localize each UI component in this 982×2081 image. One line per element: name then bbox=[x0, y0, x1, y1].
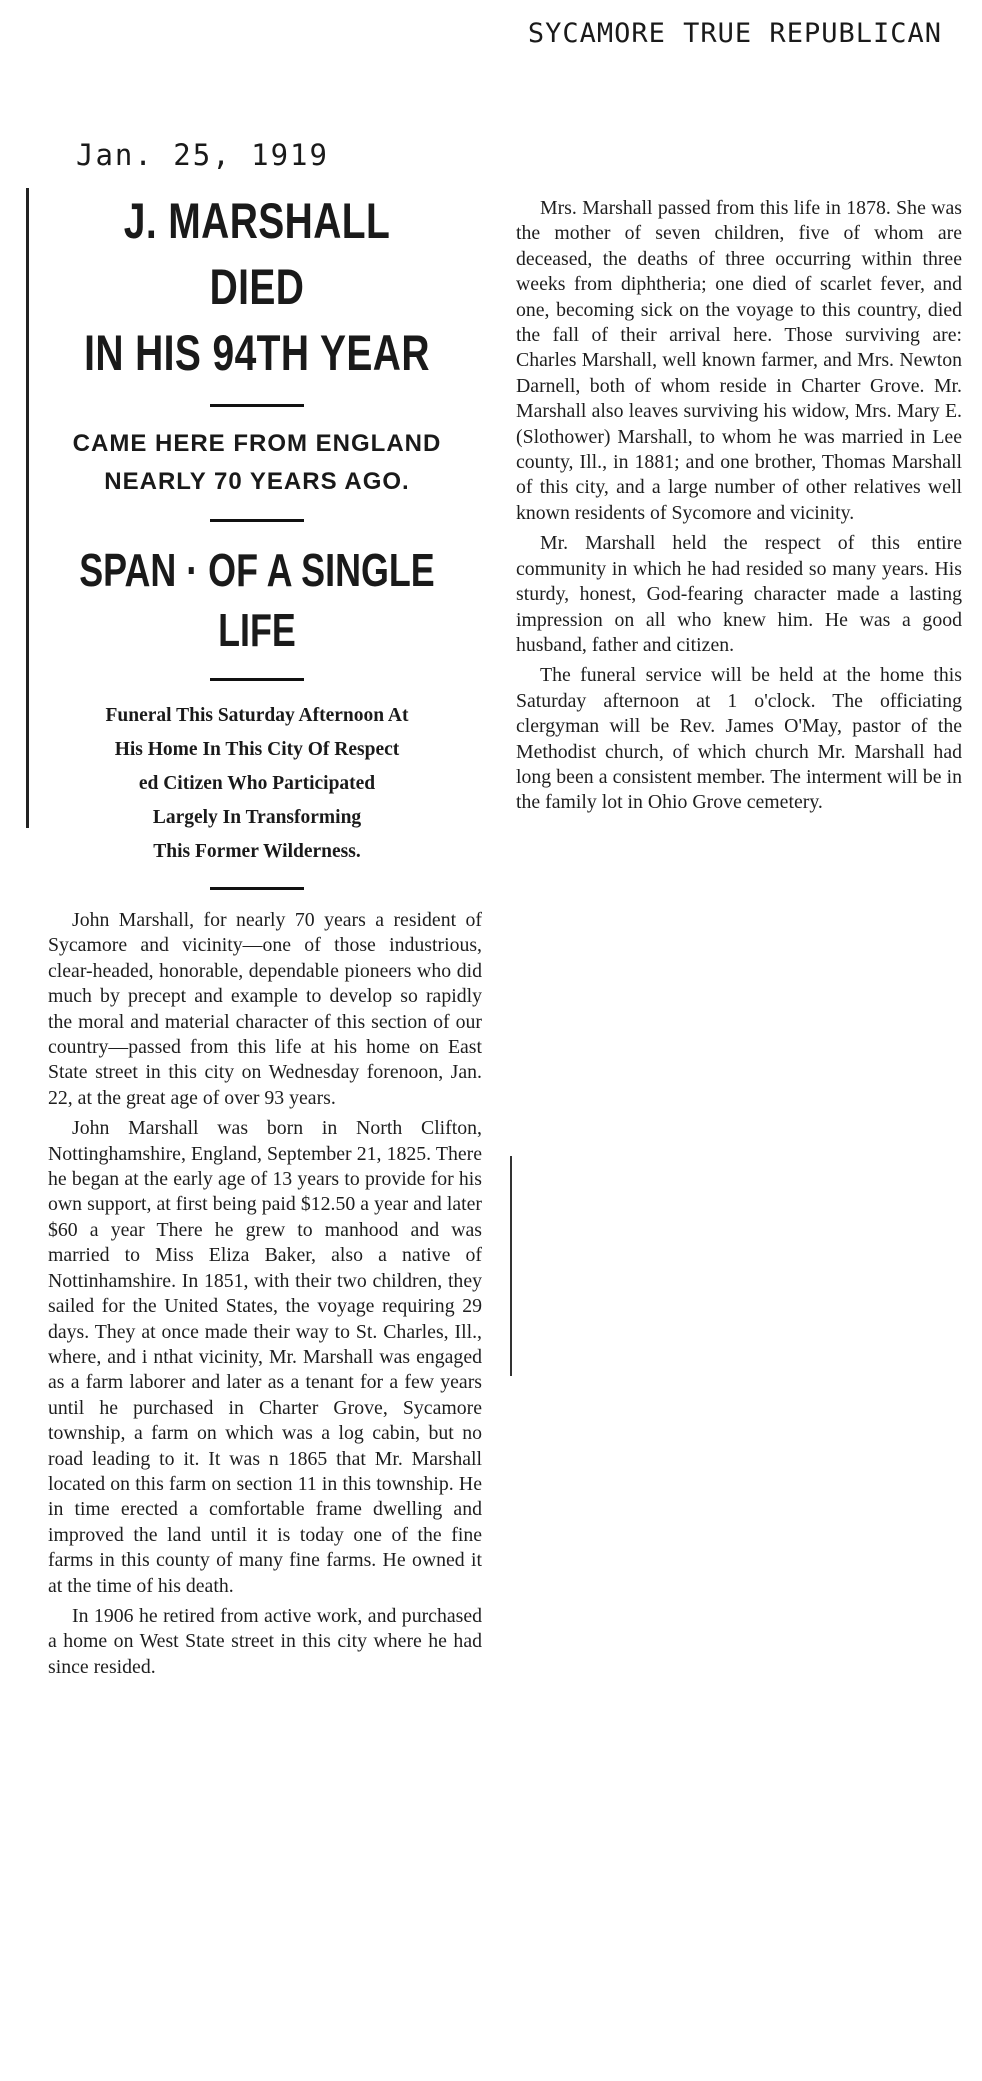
second-headline-divider bbox=[210, 678, 304, 681]
right-article-body bbox=[516, 196, 962, 816]
newspaper-masthead: SYCAMORE TRUE REPUBLICAN bbox=[527, 18, 942, 49]
paragraph: John Marshall, for nearly 70 years a resident of Sycamore and vicinity—one of those industrious, clear-headed, honorable, dependable pioneers who did much by precept and example to develop so rapidly the moral and material character of this section of our country—passed from this life at his home on East State street in this city on Wednesday forenoon, Jan. 22, at the great age of over 93 years. bbox=[48, 909, 482, 1109]
subhead-divider bbox=[210, 519, 304, 522]
headline-line-2: IN HIS 94TH YEAR bbox=[84, 325, 430, 381]
paragraph: John Marshall was born in North Clifton, Nottinghamshire, England, September 21, 1825. There he began at the early age of 13 years to provide for his own support, at first being paid $12.50 a year and later $60 a year There he grew to manhood and was married to Miss Eliza Baker, also a native of Nottinhamshire. In 1851, with their two children, they sailed for the United States, the voyage requiring 29 days. They at once made their way to St. Charles, Ill., where, and i nthat vicinity, Mr. Marshall was engaged as a farm laborer and later as a tenant for a few years until he purchased in Charter Grove, Sycamore township, a farm on which was a log cabin, but no road leading to it. It was n 1865 that Mr. Marshall located on this farm on section 11 in this township. He in time erected a comfortable frame dwelling and improved the land until it is today one of the fine farms in this county of many fine farms. He owned it at the time of his death. bbox=[48, 1117, 482, 1597]
article-date: Jan. 25, 1919 bbox=[76, 138, 329, 172]
deck-line-4: Largely In Transforming bbox=[152, 807, 362, 828]
column-rule bbox=[26, 188, 29, 828]
left-column bbox=[26, 188, 488, 1685]
subhead-line-2: NEARLY 70 YEARS AGO. bbox=[104, 468, 410, 495]
left-article-body bbox=[26, 908, 488, 1680]
second-headline: SPAN · OF A SINGLE LIFE bbox=[79, 544, 435, 656]
deck-line-1: Funeral This Saturday Afternoon At bbox=[105, 705, 409, 726]
headline-line-1: J. MARSHALL DIED bbox=[123, 193, 391, 315]
deck-line-5: This Former Wilderness. bbox=[153, 841, 361, 862]
deck-line-2: His Home In This City Of Respect bbox=[114, 739, 400, 760]
headline-divider bbox=[210, 404, 304, 407]
paragraph: Mrs. Marshall passed from this life in 1878. She was the mother of seven children, five of whom are deceased, the deaths of three occurring within three weeks from diphtheria; one died of scarlet fever, and one, becoming sick on the voyage to this country, died the fall of their arrival here. Those surviving are: Charles Marshall, well known farmer, and Mrs. Newton Darnell, both of whom reside in Charter Grove. Mr. Marshall also leaves surviving his widow, Mrs. Mary E. (Slothower) Marshall, to whom he was married in Lee county, Ill., in 1881; and one brother, Thomas Marshall of this city, and a large number of other relatives well known residents of Sycomore and vicinity. bbox=[516, 197, 962, 524]
subhead-line-1: CAME HERE FROM ENGLAND bbox=[72, 430, 442, 457]
paragraph: In 1906 he retired from active work, and purchased a home on West State street in this city where he had since resided. bbox=[48, 1604, 482, 1678]
deck-line-3: ed Citizen Who Participated bbox=[138, 773, 376, 794]
column-rule bbox=[510, 1156, 512, 1376]
right-column bbox=[516, 196, 962, 821]
paragraph: Mr. Marshall held the respect of this entire community in which he had resided so many years. His sturdy, honest, God-fearing character made a lasting impression on all who knew him. He was a good husband, father and citizen. bbox=[516, 532, 962, 656]
paragraph: The funeral service will be held at the home this Saturday afternoon at 1 o'clock. The officiating clergyman will be Rev. James O'May, pastor of the Methodist church, of which church Mr. Marshall had long been a consistent member. The interment will be in the family lot in Ohio Grove cemetery. bbox=[516, 664, 962, 814]
deck-divider bbox=[210, 887, 304, 890]
